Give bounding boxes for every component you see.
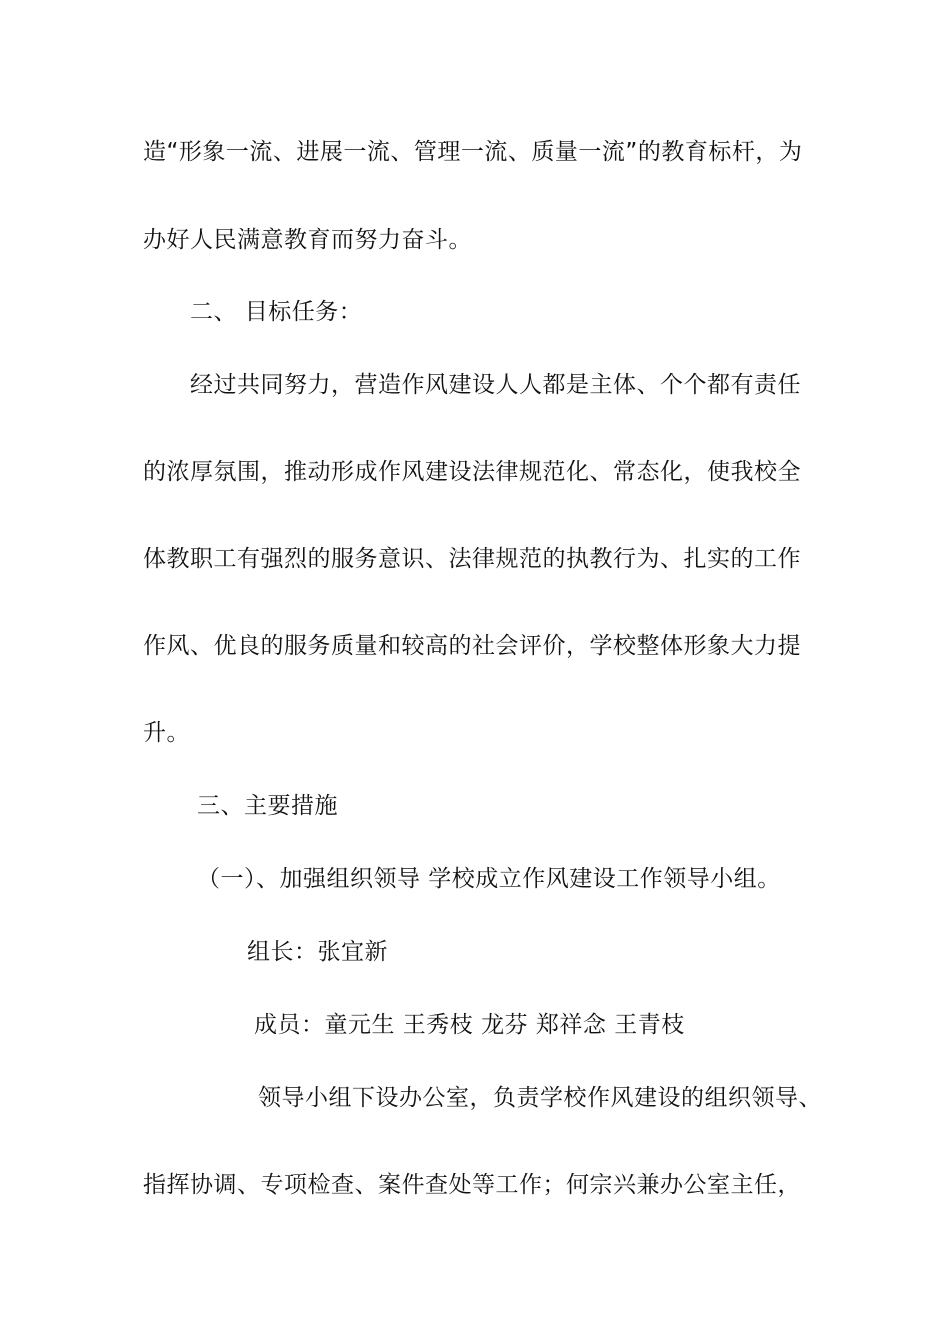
paragraph-line: 体教职工有强烈的服务意识、法律规范的执教行为、扎实的工作: [143, 546, 801, 572]
paragraph-line: 升。: [143, 720, 190, 746]
section-heading: 三、主要措施: [197, 793, 338, 819]
leader-line: 组长：张宜新: [247, 939, 388, 965]
paragraph-line: 作风、优良的服务质量和较高的社会评价，学校整体形象大力提: [143, 633, 801, 659]
paragraph-line: 的浓厚氛围，推动形成作风建设法律规范化、常态化，使我校全: [143, 459, 801, 485]
section-heading: 二、 目标任务：: [190, 299, 363, 325]
paragraph-line: 办好人民满意教育而努力奋斗。: [143, 227, 472, 253]
paragraph-line: 经过共同努力，营造作风建设人人都是主体、个个都有责任: [190, 372, 801, 398]
paragraph-line: 造“形象一流、进展一流、管理一流、质量一流”的教育标杆，为: [143, 139, 803, 165]
members-line: 成员：童元生 王秀枝 龙芬 郑祥念 王青枝: [254, 1012, 685, 1038]
paragraph-line: 领导小组下设办公室，负责学校作风建设的组织领导、: [258, 1085, 822, 1111]
paragraph-line: 指挥协调、专项检查、案件查处等工作；何宗兴兼办公室主任，: [143, 1172, 801, 1198]
subsection-heading: （一）、加强组织领导 学校成立作风建设工作领导小组。: [197, 866, 781, 892]
